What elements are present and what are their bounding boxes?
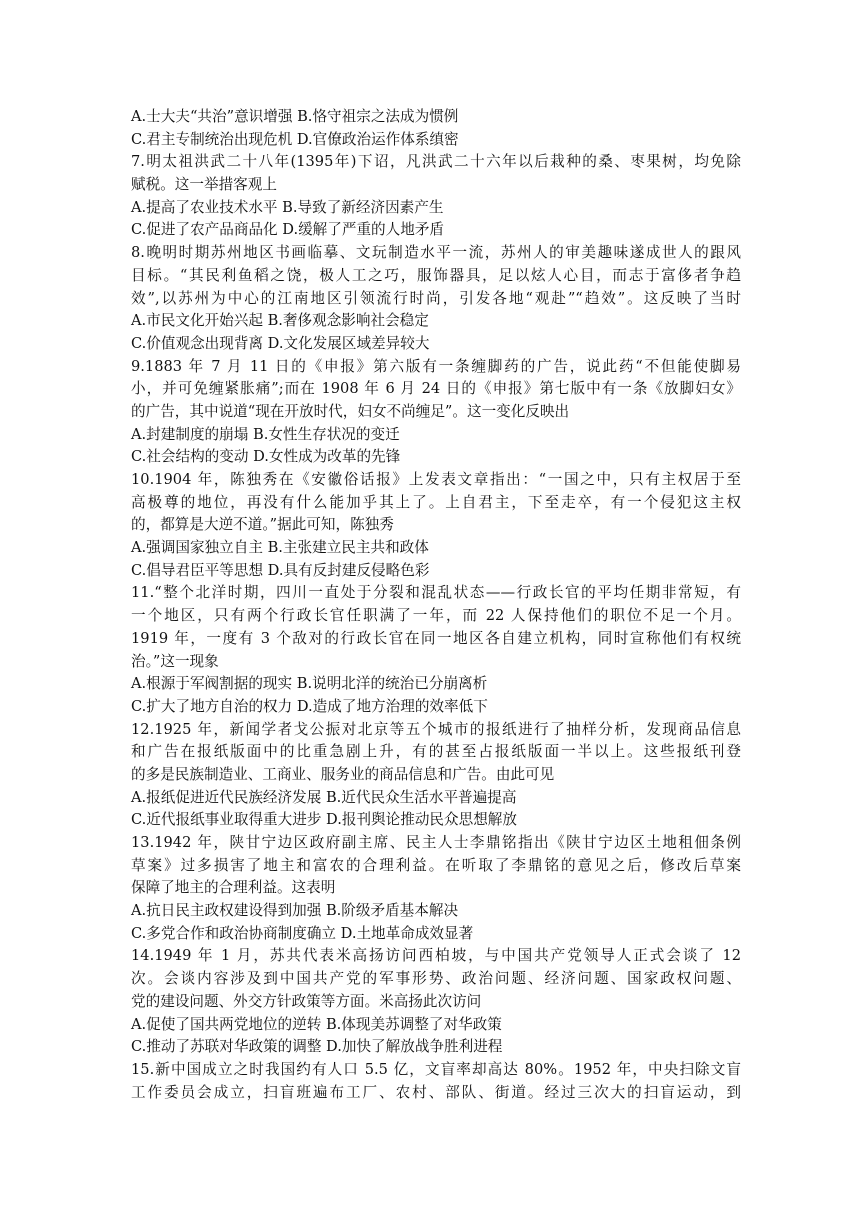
text-line: 11.“整个北洋时期，四川一直处于分裂和混乱状态——行政长官的平均任期非常短，有 (131, 584, 741, 602)
text-line: C.扩大了地方自治的权力 D.造成了地方治理的效率低下 (131, 697, 488, 715)
text-line: 次。会谈内容涉及到中国共产党的军事形势、政治问题、经济问题、国家政权问题、 (131, 970, 741, 988)
text-line: A.士大夫“共治”意识增强 B.恪守祖宗之法成为惯例 (131, 108, 459, 125)
text-line: 的多是民族制造业、工商业、服务业的商品信息和广告。由此可见 (131, 765, 555, 783)
text-line: C.价值观念出现背离 D.文化发展区域差异较大 (131, 334, 430, 352)
text-line: 工作委员会成立，扫盲班遍布工厂、农村、部队、街道。经过三次大的扫盲运动，到 (131, 1083, 741, 1101)
text-line: A.报纸促进近代民族经济发展 B.近代民众生活水平普遍提高 (131, 788, 517, 806)
text-line: A.根源于军阀割据的现实 B.说明北洋的统治已分崩离析 (131, 675, 488, 693)
text-line: C.社会结构的变动 D.女性成为改革的先锋 (131, 448, 401, 466)
document-page (131, 106, 741, 1104)
text-line: C.倡导君臣平等思想 D.具有反封建反侵略色彩 (131, 561, 430, 579)
text-line: C.促进了农产品商品化 D.缓解了严重的人地矛盾 (131, 221, 445, 239)
text-line: 赋税。这一举措客观上 (131, 176, 277, 194)
text-line: A.市民文化开始兴起 B.奢侈观念影响社会稳定 (131, 312, 429, 330)
text-line: 的广告，其中说道“现在开放时代，妇女不尚缠足”。这一变化反映出 (131, 402, 570, 420)
text-line: 一个地区，只有两个行政长官任职满了一年，而 22 人保持他们的职位不足一个月。 (131, 607, 741, 625)
text-line: 9.1883 年 7 月 11 日的《申报》第六版有一条缠脚药的广告，说此药“不但能使脚易 (131, 357, 741, 375)
text-line: 效”,以苏州为中心的江南地区引领流行时尚，引发各地“观赴”“趋效”。这反映了当时 (131, 289, 741, 307)
text-line: 治。”这一现象 (131, 652, 219, 670)
text-line: C.近代报纸事业取得重大进步 D.报刊舆论推动民众思想解放 (131, 811, 517, 829)
text-line: 15.新中国成立之时我国约有人口 5.5 亿，文盲率却高达 80%。1952 年，中央扫除文盲 (131, 1060, 741, 1078)
text-line: 14.1949 年 1 月，苏共代表米高扬访问西柏坡，与中国共产党领导人正式会谈了 12 (131, 947, 741, 965)
text-line: 13.1942 年，陕甘宁边区政府副主席、民主人士李鼎铭指出《陕甘宁边区土地租佃条例 (131, 834, 741, 851)
text-line: A.强调国家独立自主 B.主张建立民主共和政体 (131, 539, 429, 557)
text-line: 8.晚明时期苏州地区书画临摹、文玩制造水平一流，苏州人的审美趣味遂成世人的跟风 (131, 244, 741, 262)
text-line: C.君主专制统治出现危机 D.官僚政治运作体系缜密 (131, 130, 459, 148)
text-line: A.促使了国共两党地位的逆转 B.体现美苏调整了对华政策 (131, 1015, 502, 1033)
text-line: 10.1904 年，陈独秀在《安徽俗话报》上发表文章指出：“一国之中，只有主权居于至 (131, 471, 741, 488)
text-line: 小，并可免缠紧胀痛”;而在 1908 年 6 月 24 日的《申报》第七版中有一条《放脚妇女》 (131, 380, 741, 398)
text-line: C.推动了苏联对华政策的调整 D.加快了解放战争胜利进程 (131, 1038, 503, 1056)
text-line: 和广告在报纸版面中的比重急剧上升，有的甚至占报纸版面一半以上。这些报纸刊登 (131, 743, 741, 761)
text-line: 目标。“其民利鱼稻之饶，极人工之巧，服饰器具，足以炫人心目，而志于富侈者争趋 (131, 266, 741, 284)
text-line: A.封建制度的崩塌 B.女性生存状况的变迁 (131, 425, 400, 443)
text-line: 的，都算是大逆不道。”据此可知，陈独秀 (131, 516, 394, 534)
text-line: 党的建设问题、外交方针政策等方面。米高扬此次访问 (131, 992, 482, 1010)
text-line: 高极尊的地位，再没有什么能加乎其上了。上自君主，下至走卒，有一个侵犯这主权 (131, 493, 741, 511)
text-line: 1919 年，一度有 3 个敌对的行政长官在同一地区各自建立机构，同时宣称他们有权统 (131, 629, 741, 647)
text-line: 7.明太祖洪武二十八年(1395年)下诏，凡洪武二十六年以后栽种的桑、枣果树，均免除 (131, 153, 741, 171)
text-line: 草案》过多损害了地主和富农的合理利益。在听取了李鼎铭的意见之后，修改后草案 (131, 856, 741, 874)
text-line: A.抗日民主政权建设得到加强 B.阶级矛盾基本解决 (131, 902, 459, 920)
text-line: C.多党合作和政治协商制度确立 D.土地革命成效显著 (131, 924, 474, 942)
text-line: 12.1925 年，新闻学者戈公振对北京等五个城市的报纸进行了抽样分析，发现商品信息 (131, 720, 741, 738)
text-line: 保障了地主的合理利益。这表明 (131, 879, 336, 897)
text-line: A.提高了农业技术水平 B.导致了新经济因素产生 (131, 198, 444, 216)
